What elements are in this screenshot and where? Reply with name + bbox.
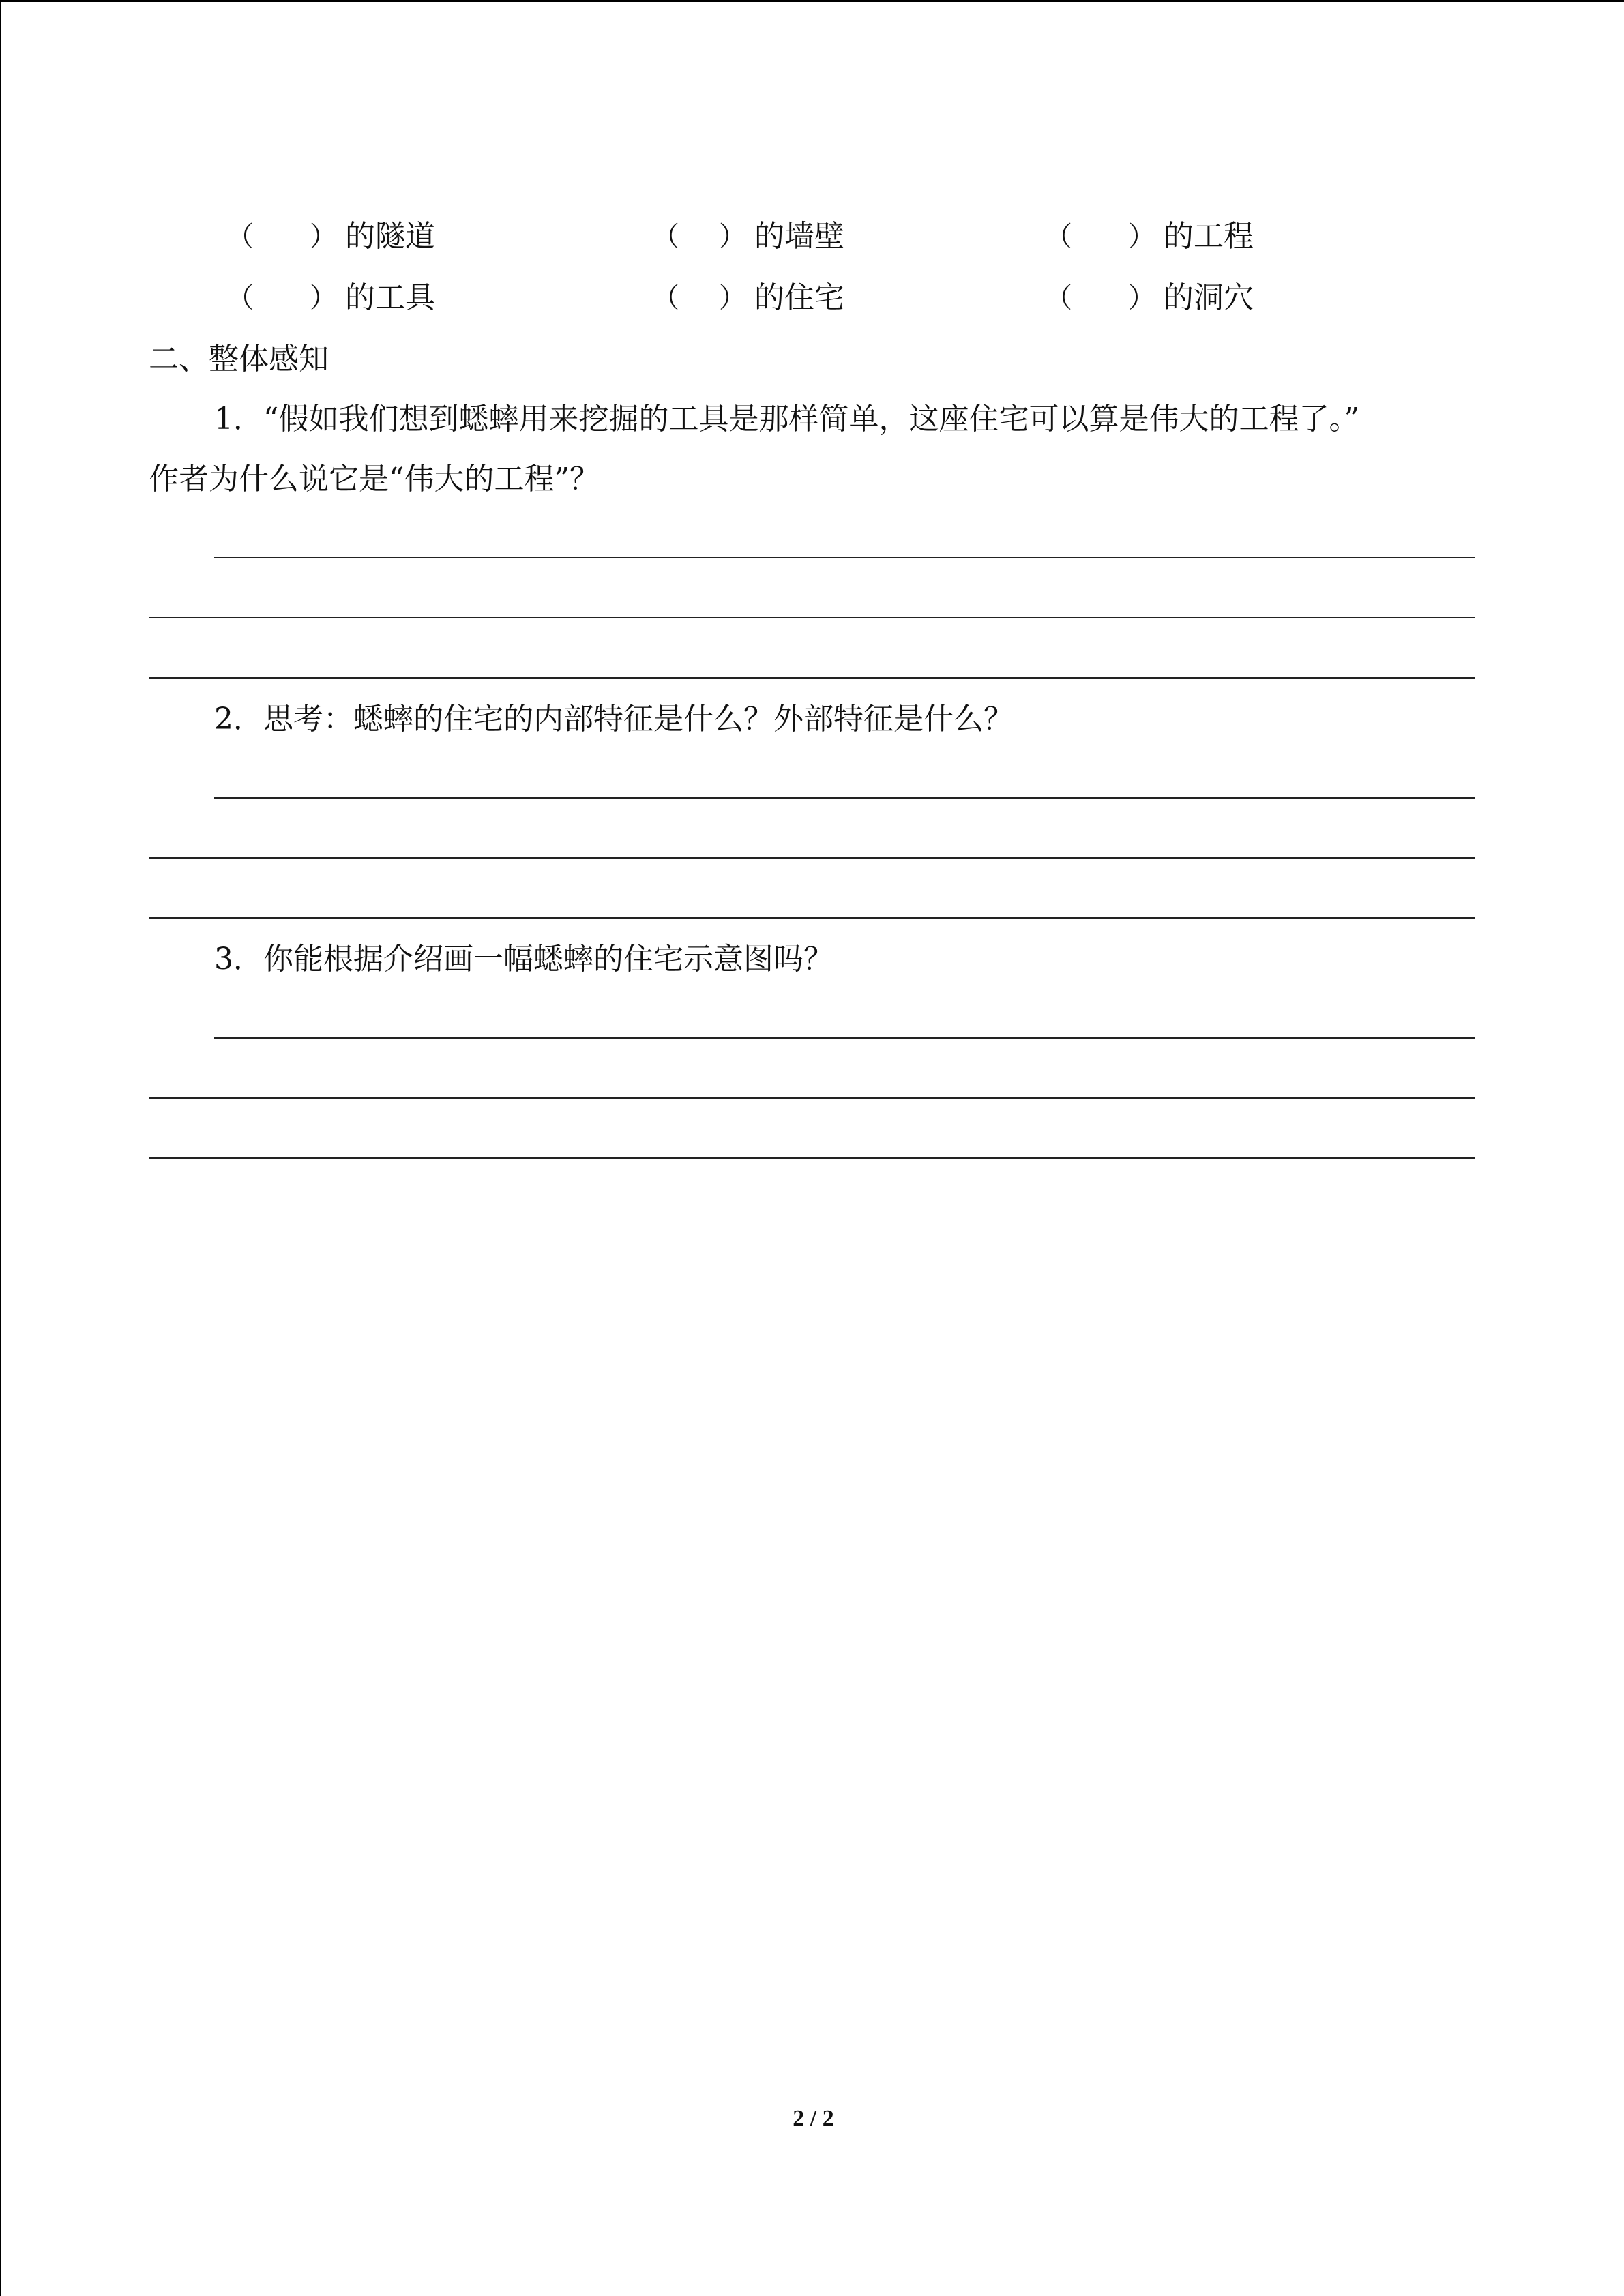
vocab-word: 的住宅: [754, 280, 844, 315]
blank-open-paren: （: [1045, 282, 1072, 314]
answer-line[interactable]: [214, 797, 1475, 799]
vocab-word: 的墙壁: [754, 219, 844, 254]
blank-open-paren: （: [652, 282, 679, 314]
blank-close-paren: ）: [719, 282, 746, 314]
blank-open-paren: （: [652, 221, 679, 252]
answer-line[interactable]: [149, 857, 1475, 859]
answer-line[interactable]: [149, 1157, 1475, 1159]
vocab-word: 的洞穴: [1164, 280, 1254, 315]
answer-line[interactable]: [149, 1097, 1475, 1099]
blank-open-paren: （: [1045, 221, 1072, 252]
section-heading: 二、整体感知: [149, 342, 329, 376]
answer-line[interactable]: [149, 617, 1475, 618]
vocab-word: 的隧道: [345, 219, 435, 254]
answer-line[interactable]: [214, 1037, 1475, 1039]
blank-close-paren: ）: [310, 221, 337, 252]
question-1-text-continued: 作者为什么说它是“伟大的工程”？: [149, 462, 600, 496]
blank-close-paren: ）: [1128, 282, 1155, 314]
vocab-word: 的工具: [345, 280, 435, 315]
answer-line[interactable]: [214, 557, 1475, 558]
vocab-fill-row: [1, 278, 1624, 318]
blank-open-paren: （: [226, 221, 254, 252]
page-number: 2 / 2: [793, 2106, 834, 2131]
question-1-text: 1．“假如我们想到蟋蟀用来挖掘的工具是那样简单，这座住宅可以算是伟大的工程了。”: [214, 402, 1359, 436]
blank-close-paren: ）: [1128, 221, 1155, 252]
question-3-text: 3．你能根据介绍画一幅蟋蟀的住宅示意图吗？: [214, 942, 833, 976]
question-2-text: 2．思考：蟋蟀的住宅的内部特征是什么？外部特征是什么？: [214, 702, 1014, 736]
vocab-word: 的工程: [1164, 219, 1254, 254]
vocab-fill-row: [1, 216, 1624, 257]
answer-line[interactable]: [149, 677, 1475, 679]
blank-close-paren: ）: [719, 221, 746, 252]
blank-open-paren: （: [226, 282, 254, 314]
answer-line[interactable]: [149, 917, 1475, 919]
blank-close-paren: ）: [310, 282, 337, 314]
